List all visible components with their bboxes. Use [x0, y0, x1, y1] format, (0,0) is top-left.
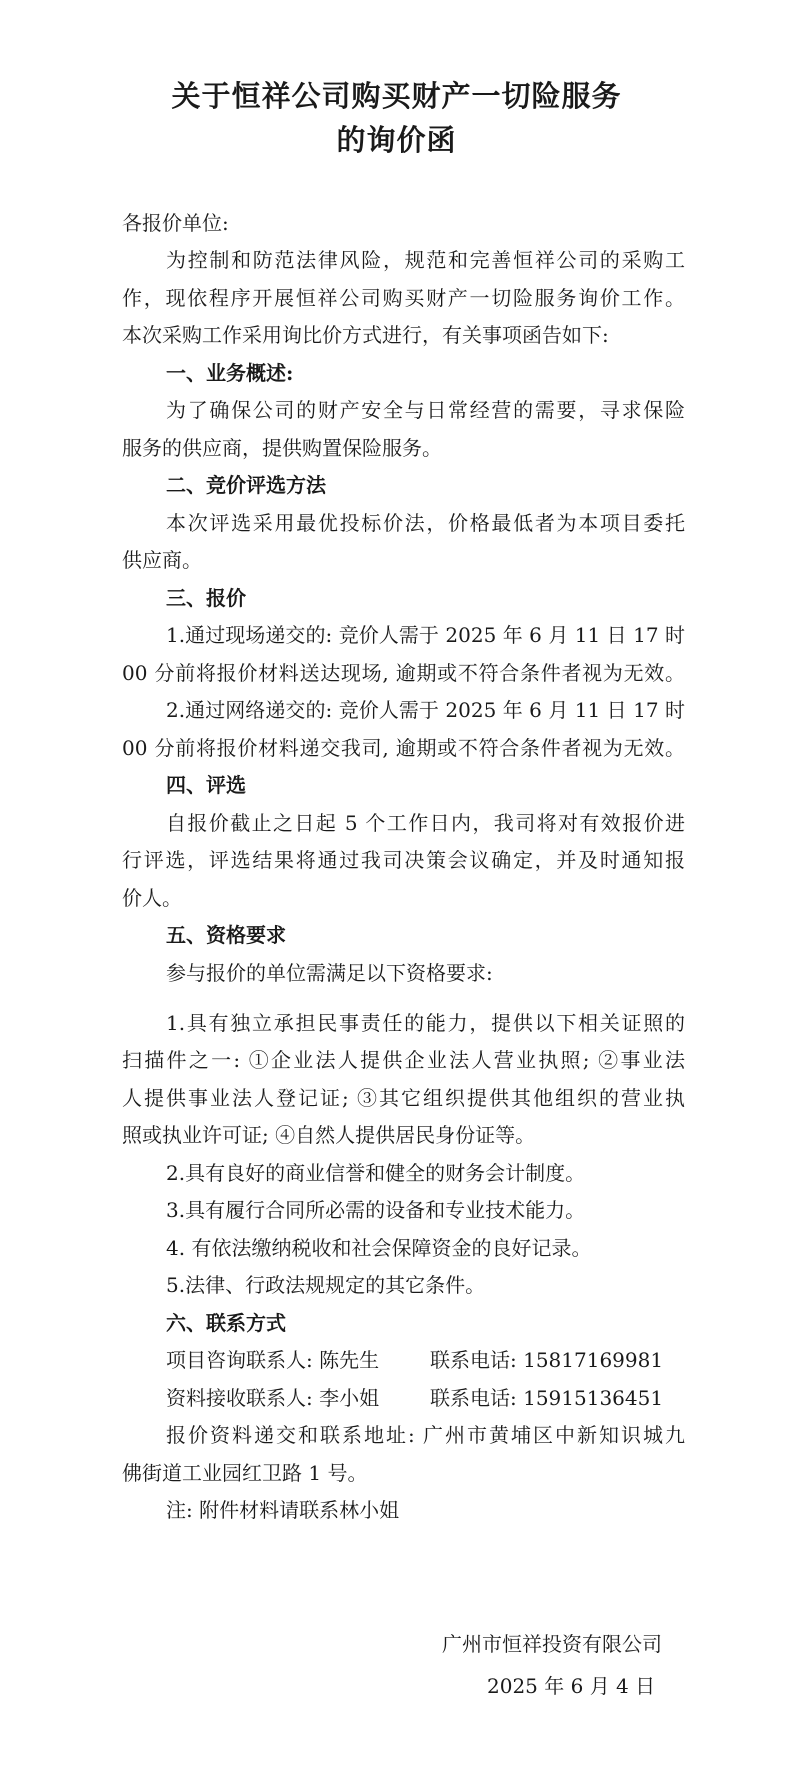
section-3-item-2-line-1: 2.通过网络递交的: 竞价人需于 2025 年 6 月 11 日 17 时 [166, 698, 685, 722]
section-5-item-1-line-4: 照或执业许可证; ④自然人提供居民身份证等。 [122, 1123, 536, 1147]
address-line-2: 佛街道工业园红卫路 1 号。 [122, 1461, 368, 1485]
section-1-line-1: 为了确保公司的财产安全与日常经营的需要，寻求保险 [166, 398, 685, 422]
section-4-line-2: 行评选，评选结果将通过我司决策会议确定，并及时通知报 [122, 848, 685, 872]
intro-line-2: 作，现依程序开展恒祥公司购买财产一切险服务询价工作。 [122, 286, 685, 310]
section-6-heading: 六、联系方式 [166, 1311, 286, 1335]
contact-1-phone: 联系电话: 15817169981 [430, 1348, 664, 1372]
section-2-heading: 二、竞价评选方法 [166, 473, 326, 497]
section-5-item-1-line-3: 人提供事业法人登记证; ③其它组织提供其他组织的营业执 [122, 1086, 685, 1110]
section-1-line-2: 服务的供应商，提供购置保险服务。 [122, 436, 442, 460]
section-5-lead: 参与报价的单位需满足以下资格要求: [166, 961, 493, 985]
signature-company: 广州市恒祥投资有限公司 [442, 1632, 662, 1656]
signature-date: 2025 年 6 月 4 日 [487, 1674, 656, 1698]
section-5-item-5: 5.法律、行政法规规定的其它条件。 [166, 1273, 486, 1297]
section-3-item-1-line-1: 1.通过现场递交的: 竞价人需于 2025 年 6 月 11 日 17 时 [166, 623, 685, 647]
section-4-heading: 四、评选 [166, 773, 246, 797]
section-5-item-1-line-2: 扫描件之一: ①企业法人提供企业法人营业执照; ②事业法 [122, 1048, 685, 1072]
contact-2-name: 资料接收联系人: 李小姐 [166, 1386, 380, 1410]
section-4-line-1: 自报价截止之日起 5 个工作日内，我司将对有效报价进 [166, 811, 685, 835]
intro-line-1: 为控制和防范法律风险，规范和完善恒祥公司的采购工 [166, 248, 685, 272]
contact-1-name: 项目咨询联系人: 陈先生 [166, 1348, 380, 1372]
section-3-heading: 三、报价 [166, 586, 246, 610]
section-5-item-3: 3.具有履行合同所必需的设备和专业技术能力。 [166, 1198, 586, 1222]
section-5-item-2: 2.具有良好的商业信誉和健全的财务会计制度。 [166, 1161, 586, 1185]
section-3-item-1-line-2: 00 分前将报价材料送达现场, 逾期或不符合条件者视为无效。 [122, 661, 685, 685]
intro-line-3: 本次采购工作采用询比价方式进行，有关事项函告如下: [122, 323, 609, 347]
section-5-heading: 五、资格要求 [166, 923, 286, 947]
contact-2-phone: 联系电话: 15915136451 [430, 1386, 664, 1410]
section-4-line-3: 价人。 [122, 886, 182, 910]
note-line: 注: 附件材料请联系林小姐 [166, 1498, 400, 1522]
section-3-item-2-line-2: 00 分前将报价材料递交我司, 逾期或不符合条件者视为无效。 [122, 736, 685, 760]
section-5-item-1-line-1: 1.具有独立承担民事责任的能力，提供以下相关证照的 [166, 1011, 685, 1035]
section-2-line-1: 本次评选采用最优投标价法，价格最低者为本项目委托 [166, 511, 685, 535]
section-2-line-2: 供应商。 [122, 548, 202, 572]
title-line-1: 关于恒祥公司购买财产一切险服务 [171, 79, 622, 113]
section-1-heading: 一、业务概述: [166, 361, 294, 385]
title-line-2: 的询价函 [336, 123, 457, 157]
section-5-item-4: 4. 有依法缴纳税收和社会保障资金的良好记录。 [166, 1236, 592, 1260]
salutation: 各报价单位: [122, 211, 229, 235]
address-line-1: 报价资料递交和联系地址: 广州市黄埔区中新知识城九 [166, 1423, 685, 1447]
